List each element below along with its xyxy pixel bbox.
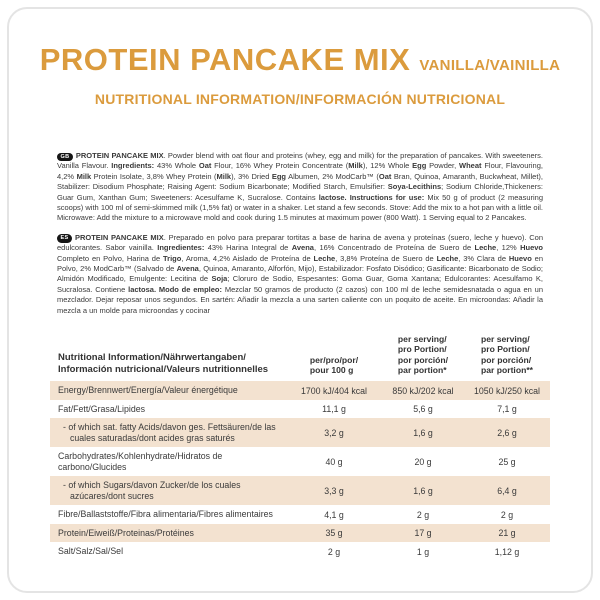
section-subtitle: NUTRITIONAL INFORMATION/INFORMACIÓN NUTRICIONAL [94,91,506,107]
value-per-serving-2: 7,1 g [497,404,517,415]
value-per-serving-1: 1 g [416,546,430,557]
nutrient-label: - of which Sugars/davon Zucker/de los cuales azúcares/dont sucres [63,480,241,501]
page-title [9,42,591,78]
value-per-100g: 4,1 g [324,509,344,520]
value-per-serving-1: 1,6 g [413,485,433,496]
value-per-serving-1: 5,6 g [413,404,433,415]
value-per-100g: 40 g [325,456,343,467]
value-per-serving-1: 20 g [414,456,432,467]
value-per-serving-2: 2 g [500,509,514,520]
value-per-serving-1: 850 kJ/202 kcal [392,385,454,396]
value-per-100g: 3,3 g [324,485,344,496]
table-row [50,447,550,476]
table-row [50,418,550,447]
value-per-serving-2: 1,12 g [494,546,520,557]
value-per-serving-2: 1050 kJ/250 kcal [473,385,541,396]
value-per-serving-2: 21 g [498,528,516,539]
table-row [50,524,550,543]
column-header-nutrients: Nutritional Information/Nährwertangaben/ Información nutricional/Valeurs nutritionnelles [58,352,269,375]
nutrient-label: Energy/Brennwert/Energía/Valeur énergétique [58,385,238,396]
table-row [50,505,550,524]
column-header-per-serving-2: per serving/ pro Portion/ por porción/ par portion** [480,334,534,375]
table-row [50,542,550,561]
column-header-per-100g: per/pro/por/ pour 100 g [309,354,359,375]
ingredients-paragraph-es: ES PROTEIN PANCAKE MIX. Preparado en polvo para preparar tortitas a base de harina de avena y proteínas (suero, leche y huevo). Con edulcorantes. Sabor vainilla. Ingredientes: 43% Harina Integral de Avena, 16% Concentrado de Proteína de Suero de Leche, 12% Huevo Completo en Polvo, Harina de Trigo, Aroma, 4,2% Aislado de Proteína de Leche, 3,8% Proteína de Suero de Leche, 3% Clara de Huevo en Polvo, 2% ModCarb™ (Salvado de Avena, Quinoa, Amaranto, Alforfón, Mijo), Estabilizador: Fosfato Disódico; Gasificante: Bicarbonato de Sodio; Almidón Modificado, Emulgente: Lecitina de Soja; Cloruro de Sodio, Espesantes: Goma Guar, Goma Xantana; Edulcorantes: Acesulfamo K, Sucralosa. Contiene lactosa. Modo de empleo: Mezclar 50 gramos de producto (2 cazos) con 100 ml de leche semidesnatada o agua en un mezclador. Dejar reposar unos segundos. En sartén: Añadir la mezcla a una sarten caliente con un poquito de aceite. En microondas: Añadir la mezcla a un molde para microondas y cocinar [57,232,544,315]
value-per-100g: 3,2 g [324,427,344,438]
nutrition-table [50,334,550,561]
ingredients-paragraph-gb: GB PROTEIN PANCAKE MIX. Powder blend with oat flour and proteins (whey, egg and milk) for the preparation of pancakes. With sweeteners. Vanilla Flavour. Ingredients: 43% Whole Oat Flour, 16% Whey Protein Concentrate (Milk), 12% Whole Egg Powder, Wheat Flour, Flavouring, 4,2% Milk Protein Isolate, 3,8% Whey Protein (Milk), 3% Dried Egg Albumen, 2% ModCarb™ (Oat Bran, Quinoa, Amaranth, Buckwheat, Millet), Stabilizer: Disodium Phosphate; Raising Agent: Sodium Bicarbonate; Modified Starch, Emulsifier: Soya-Lecithins; Sodium Chloride,Thickeners: Guar Gum, Xanthan Gum; Sweeteners: Acesulfame K, Sucralose. Contains lactose. Instructions for use: Mix 50 g of product (2 measuring scoops) with 100 ml of semi-skimmed milk (1,5% fat) or water in a shaker. Let stand a few seconds. Stove: Add the mix to a hot pan with a little oil. Microwave: Add the mixture to a microwave mold and cook during 1.5 minutes at maximum power (800 Watt). 1 Serving equal to 2 Pancakes. [57,151,543,223]
product-title: PROTEIN PANCAKE MIX [39,42,411,77]
table-row [50,400,550,419]
value-per-serving-2: 6,4 g [497,485,517,496]
value-per-100g: 11,1 g [322,404,346,415]
value-per-serving-2: 2,6 g [497,427,517,438]
nutrition-table-body [50,381,550,561]
nutrient-label: Salt/Salz/Sal/Sel [58,546,124,557]
nutrient-label: - of which sat. fatty Acids/davon ges. Fettsäuren/de las cuales saturadas/dont acides gras saturés [63,422,276,443]
language-badge-es: ES [57,234,72,243]
nutrition-label-card [7,7,593,593]
value-per-100g: 2 g [327,546,341,557]
nutrient-label: Carbohydrates/Kohlenhydrate/Hidratos de carbono/Glucides [58,451,223,472]
value-per-100g: 1700 kJ/404 kcal [300,385,368,396]
nutrient-label: Fibre/Ballaststoffe/Fibra alimentaria/Fibres alimentaires [58,509,273,520]
nutrient-label: Fat/Fett/Grasa/Lipides [58,403,146,414]
table-row [50,381,550,400]
value-per-serving-1: 17 g [414,528,432,539]
table-row [50,476,550,505]
flavor-variant-label: VANILLA/VAINILLA [419,57,561,74]
ingredient-paragraphs [57,151,543,316]
nutrient-label: Protein/Eiweiß/Proteinas/Protéines [58,527,194,538]
table-header [50,334,550,381]
value-per-serving-1: 1,6 g [413,427,433,438]
value-per-100g: 35 g [325,528,343,539]
value-per-serving-2: 25 g [498,456,516,467]
language-badge-gb: GB [57,153,73,162]
column-header-per-serving-1: per serving/ pro Portion/ por porción/ par portion* [397,334,449,375]
value-per-serving-1: 2 g [416,509,430,520]
